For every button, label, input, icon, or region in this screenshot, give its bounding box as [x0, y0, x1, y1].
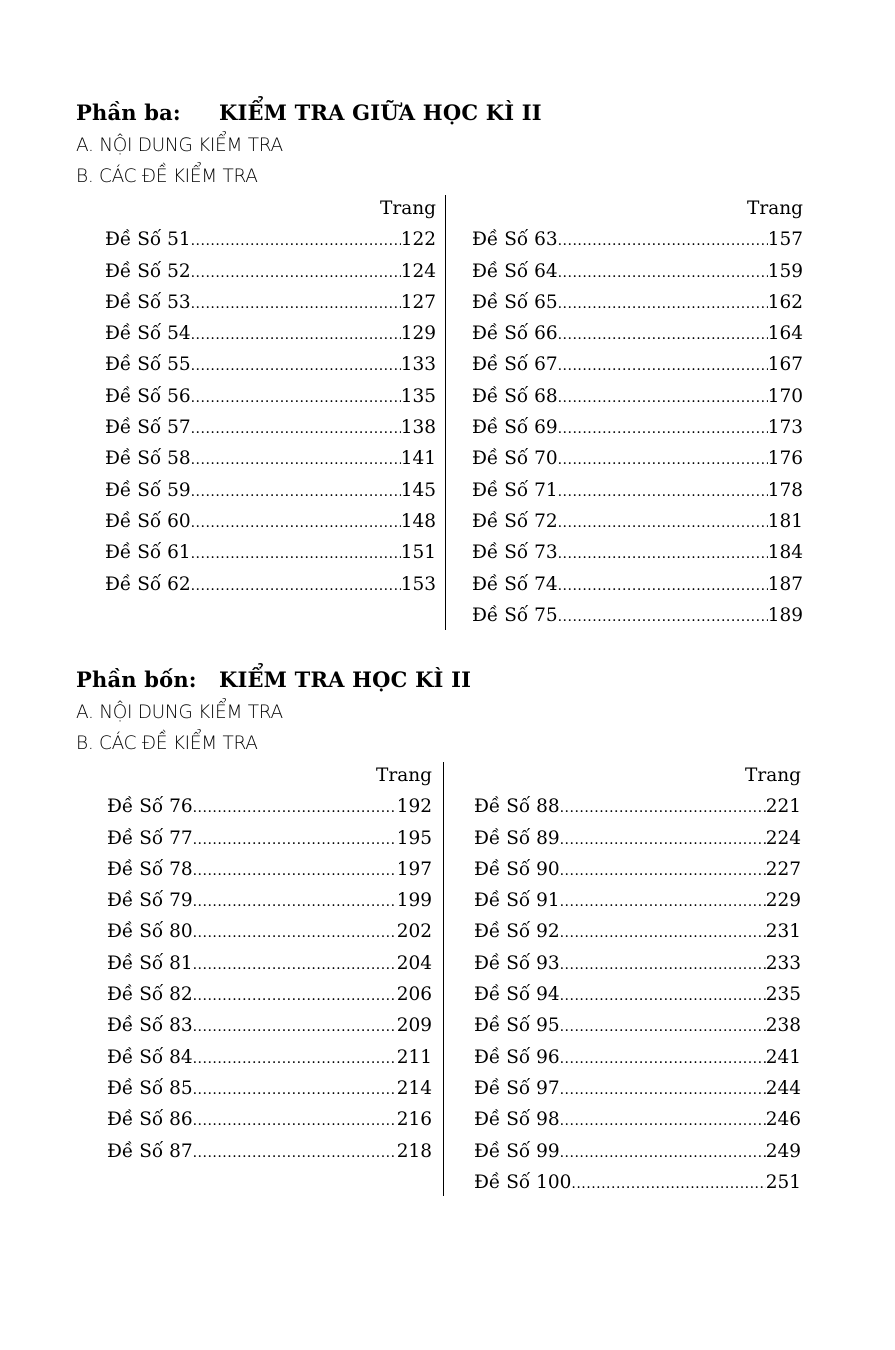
toc-entry: [105, 443, 436, 474]
toc-entry: [105, 537, 436, 568]
dot-leader: [193, 1106, 397, 1137]
dot-leader: [560, 1138, 766, 1169]
dot-leader: [191, 414, 401, 445]
toc-entry: [472, 349, 803, 380]
part-heading: [76, 100, 542, 125]
entry-name: Đề Số 72: [472, 510, 558, 532]
dot-leader: [560, 918, 766, 949]
toc-entry: [472, 287, 803, 318]
entry-page: 235: [765, 984, 801, 1006]
entry-name: Đề Số 56: [105, 385, 191, 407]
toc-entry: [107, 885, 432, 916]
toc-right-column: [474, 760, 801, 1198]
dot-leader: [193, 950, 397, 981]
part-heading: [76, 667, 471, 692]
entry-name: Đề Số 55: [105, 354, 191, 376]
entry-page: 184: [767, 542, 803, 564]
dot-leader: [193, 825, 397, 856]
toc-entry: [472, 506, 803, 537]
entry-name: Đề Số 81: [107, 952, 193, 974]
toc-entry: [105, 318, 436, 349]
entry-page: 244: [765, 1077, 801, 1099]
toc-entry: [472, 224, 803, 255]
toc-entry: [472, 381, 803, 412]
dot-leader: [558, 226, 768, 257]
entry-page: 151: [400, 542, 436, 564]
entry-name: Đề Số 76: [107, 796, 193, 818]
entry-page: 129: [400, 323, 436, 345]
toc-left-column: [105, 193, 436, 600]
dot-leader: [193, 856, 397, 887]
entry-page: 216: [396, 1109, 432, 1131]
toc-entry: [474, 948, 801, 979]
entry-name: Đề Số 80: [107, 921, 193, 943]
toc-entry: [474, 823, 801, 854]
entry-name: Đề Số 60: [105, 510, 191, 532]
entry-name: Đề Số 70: [472, 448, 558, 470]
item-a: A. NỘI DUNG KIỂM TRA: [76, 135, 283, 156]
entry-page: 173: [767, 417, 803, 439]
toc-entry: [107, 1104, 432, 1135]
entry-page: 138: [400, 417, 436, 439]
entry-page: 181: [767, 510, 803, 532]
toc-entry: [474, 1136, 801, 1167]
toc-entry: [105, 381, 436, 412]
entry-name: Đề Số 95: [474, 1015, 560, 1037]
entry-name: Đề Số 67: [472, 354, 558, 376]
part-label: Phần ba:: [76, 100, 181, 125]
entry-page: 145: [400, 479, 436, 501]
dot-leader: [191, 539, 401, 570]
entry-name: Đề Số 68: [472, 385, 558, 407]
toc-entry: [474, 979, 801, 1010]
toc-entry: [107, 791, 432, 822]
toc-entry: [472, 412, 803, 443]
page-header: Trang: [747, 198, 803, 219]
entry-page: 241: [765, 1046, 801, 1068]
toc-entry: [105, 349, 436, 380]
dot-leader: [558, 571, 768, 602]
entry-page: 135: [400, 385, 436, 407]
entry-name: Đề Số 63: [472, 229, 558, 251]
entry-page: 189: [767, 604, 803, 626]
entry-page: 141: [400, 448, 436, 470]
entry-name: Đề Số 58: [105, 448, 191, 470]
dot-leader: [571, 1169, 765, 1200]
toc-entry: [474, 1042, 801, 1073]
dot-leader: [560, 1044, 766, 1075]
toc-entry: [105, 412, 436, 443]
entry-page: 199: [396, 890, 432, 912]
toc-entry: [472, 475, 803, 506]
entry-page: 202: [396, 921, 432, 943]
entry-page: 221: [765, 796, 801, 818]
entry-name: Đề Số 54: [105, 323, 191, 345]
item-b: B. CÁC ĐỀ KIỂM TRA: [76, 166, 258, 187]
dot-leader: [558, 539, 768, 570]
dot-leader: [560, 856, 766, 887]
dot-leader: [558, 477, 768, 508]
toc-entry: [107, 1042, 432, 1073]
entry-name: Đề Số 77: [107, 827, 193, 849]
entry-page: 148: [400, 510, 436, 532]
entry-page: 195: [396, 827, 432, 849]
dot-leader: [558, 414, 768, 445]
dot-leader: [193, 918, 397, 949]
dot-leader: [558, 445, 768, 476]
page-header: Trang: [745, 765, 801, 786]
entry-name: Đề Số 97: [474, 1077, 560, 1099]
entry-name: Đề Số 71: [472, 479, 558, 501]
dot-leader: [191, 477, 401, 508]
entry-page: 231: [765, 921, 801, 943]
dot-leader: [193, 1138, 397, 1169]
entry-name: Đề Số 74: [472, 573, 558, 595]
entry-name: Đề Số 100: [474, 1171, 572, 1193]
dot-leader: [560, 825, 766, 856]
entry-name: Đề Số 90: [474, 858, 560, 880]
toc-entry: [472, 318, 803, 349]
entry-page: 170: [767, 385, 803, 407]
dot-leader: [560, 1075, 766, 1106]
entry-page: 187: [767, 573, 803, 595]
item-b: B. CÁC ĐỀ KIỂM TRA: [76, 733, 258, 754]
dot-leader: [191, 508, 401, 539]
entry-page: 249: [765, 1140, 801, 1162]
entry-name: Đề Số 87: [107, 1140, 193, 1162]
toc-entry: [472, 600, 803, 631]
entry-name: Đề Số 93: [474, 952, 560, 974]
entry-page: 159: [767, 260, 803, 282]
dot-leader: [193, 1012, 397, 1043]
entry-page: 206: [396, 984, 432, 1006]
toc-entry: [472, 569, 803, 600]
entry-name: Đề Số 61: [105, 542, 191, 564]
entry-name: Đề Số 57: [105, 417, 191, 439]
entry-page: 224: [765, 827, 801, 849]
entry-name: Đề Số 59: [105, 479, 191, 501]
entry-name: Đề Số 52: [105, 260, 191, 282]
page-header: Trang: [376, 765, 432, 786]
dot-leader: [193, 1044, 397, 1075]
entry-page: 214: [396, 1077, 432, 1099]
entry-name: Đề Số 66: [472, 323, 558, 345]
toc-entry: [472, 443, 803, 474]
entry-name: Đề Số 53: [105, 291, 191, 313]
entry-page: 233: [765, 952, 801, 974]
entry-page: 124: [400, 260, 436, 282]
toc-entry: [474, 791, 801, 822]
entry-name: Đề Số 88: [474, 796, 560, 818]
dot-leader: [191, 445, 401, 476]
dot-leader: [558, 383, 768, 414]
toc-entry: [105, 224, 436, 255]
dot-leader: [560, 1106, 766, 1137]
toc-entry: [107, 1136, 432, 1167]
toc-entry: [105, 569, 436, 600]
dot-leader: [560, 1012, 766, 1043]
entry-page: 164: [767, 323, 803, 345]
entry-name: Đề Số 96: [474, 1046, 560, 1068]
entry-page: 211: [396, 1046, 432, 1068]
entry-name: Đề Số 94: [474, 984, 560, 1006]
dot-leader: [191, 226, 401, 257]
dot-leader: [193, 793, 397, 824]
entry-page: 197: [396, 858, 432, 880]
dot-leader: [191, 258, 401, 289]
entry-page: 209: [396, 1015, 432, 1037]
item-a: A. NỘI DUNG KIỂM TRA: [76, 702, 283, 723]
toc-entry: [107, 1010, 432, 1041]
toc-entry: [107, 916, 432, 947]
entry-page: 192: [396, 796, 432, 818]
entry-page: 162: [767, 291, 803, 313]
toc-entry: [105, 475, 436, 506]
toc-entry: [107, 1073, 432, 1104]
entry-name: Đề Số 92: [474, 921, 560, 943]
page-header: Trang: [380, 198, 436, 219]
dot-leader: [193, 981, 397, 1012]
entry-name: Đề Số 79: [107, 890, 193, 912]
entry-name: Đề Số 98: [474, 1109, 560, 1131]
dot-leader: [558, 320, 768, 351]
entry-name: Đề Số 73: [472, 542, 558, 564]
dot-leader: [191, 351, 401, 382]
dot-leader: [193, 1075, 397, 1106]
entry-page: 176: [767, 448, 803, 470]
entry-name: Đề Số 84: [107, 1046, 193, 1068]
toc-entry: [474, 1167, 801, 1198]
entry-name: Đề Số 78: [107, 858, 193, 880]
dot-leader: [558, 289, 768, 320]
part-title: KIỂM TRA GIỮA HỌC KÌ II: [219, 100, 542, 125]
entry-page: 157: [767, 229, 803, 251]
toc-entry: [107, 823, 432, 854]
toc-entry: [474, 1104, 801, 1135]
entry-name: Đề Số 99: [474, 1140, 560, 1162]
entry-page: 229: [765, 890, 801, 912]
toc-entry: [105, 256, 436, 287]
dot-leader: [193, 887, 397, 918]
dot-leader: [560, 887, 766, 918]
dot-leader: [558, 508, 768, 539]
entry-name: Đề Số 75: [472, 604, 558, 626]
dot-leader: [560, 950, 766, 981]
entry-name: Đề Số 82: [107, 984, 193, 1006]
dot-leader: [558, 258, 768, 289]
entry-name: Đề Số 86: [107, 1109, 193, 1131]
entry-page: 204: [396, 952, 432, 974]
toc-entry: [474, 1010, 801, 1041]
entry-name: Đề Số 64: [472, 260, 558, 282]
column-divider: [445, 195, 446, 630]
entry-name: Đề Số 89: [474, 827, 560, 849]
dot-leader: [191, 320, 401, 351]
entry-page: 178: [767, 479, 803, 501]
entry-page: 227: [765, 858, 801, 880]
entry-page: 153: [400, 573, 436, 595]
part-title: KIỂM TRA HỌC KÌ II: [219, 667, 472, 692]
entry-page: 122: [400, 229, 436, 251]
entry-page: 133: [400, 354, 436, 376]
toc-left-column: [107, 760, 432, 1167]
dot-leader: [191, 383, 401, 414]
part-label: Phần bốn:: [76, 667, 197, 692]
entry-page: 238: [765, 1015, 801, 1037]
dot-leader: [558, 351, 768, 382]
column-divider: [443, 762, 444, 1196]
entry-name: Đề Số 62: [105, 573, 191, 595]
toc-entry: [474, 1073, 801, 1104]
toc-entry: [474, 916, 801, 947]
toc-entry: [107, 854, 432, 885]
entry-page: 251: [765, 1171, 801, 1193]
dot-leader: [191, 571, 401, 602]
entry-name: Đề Số 69: [472, 417, 558, 439]
toc-entry: [474, 854, 801, 885]
toc-entry: [472, 537, 803, 568]
toc-entry: [474, 885, 801, 916]
toc-entry: [472, 256, 803, 287]
toc-entry: [105, 506, 436, 537]
dot-leader: [191, 289, 401, 320]
entry-page: 127: [400, 291, 436, 313]
entry-name: Đề Số 91: [474, 890, 560, 912]
toc-entry: [107, 979, 432, 1010]
dot-leader: [558, 602, 768, 633]
toc-entry: [107, 948, 432, 979]
entry-name: Đề Số 83: [107, 1015, 193, 1037]
entry-name: Đề Số 65: [472, 291, 558, 313]
entry-page: 246: [765, 1109, 801, 1131]
entry-page: 167: [767, 354, 803, 376]
toc-entry: [105, 287, 436, 318]
dot-leader: [560, 793, 766, 824]
dot-leader: [560, 981, 766, 1012]
entry-name: Đề Số 51: [105, 229, 191, 251]
entry-name: Đề Số 85: [107, 1077, 193, 1099]
toc-right-column: [472, 193, 803, 631]
entry-page: 218: [396, 1140, 432, 1162]
